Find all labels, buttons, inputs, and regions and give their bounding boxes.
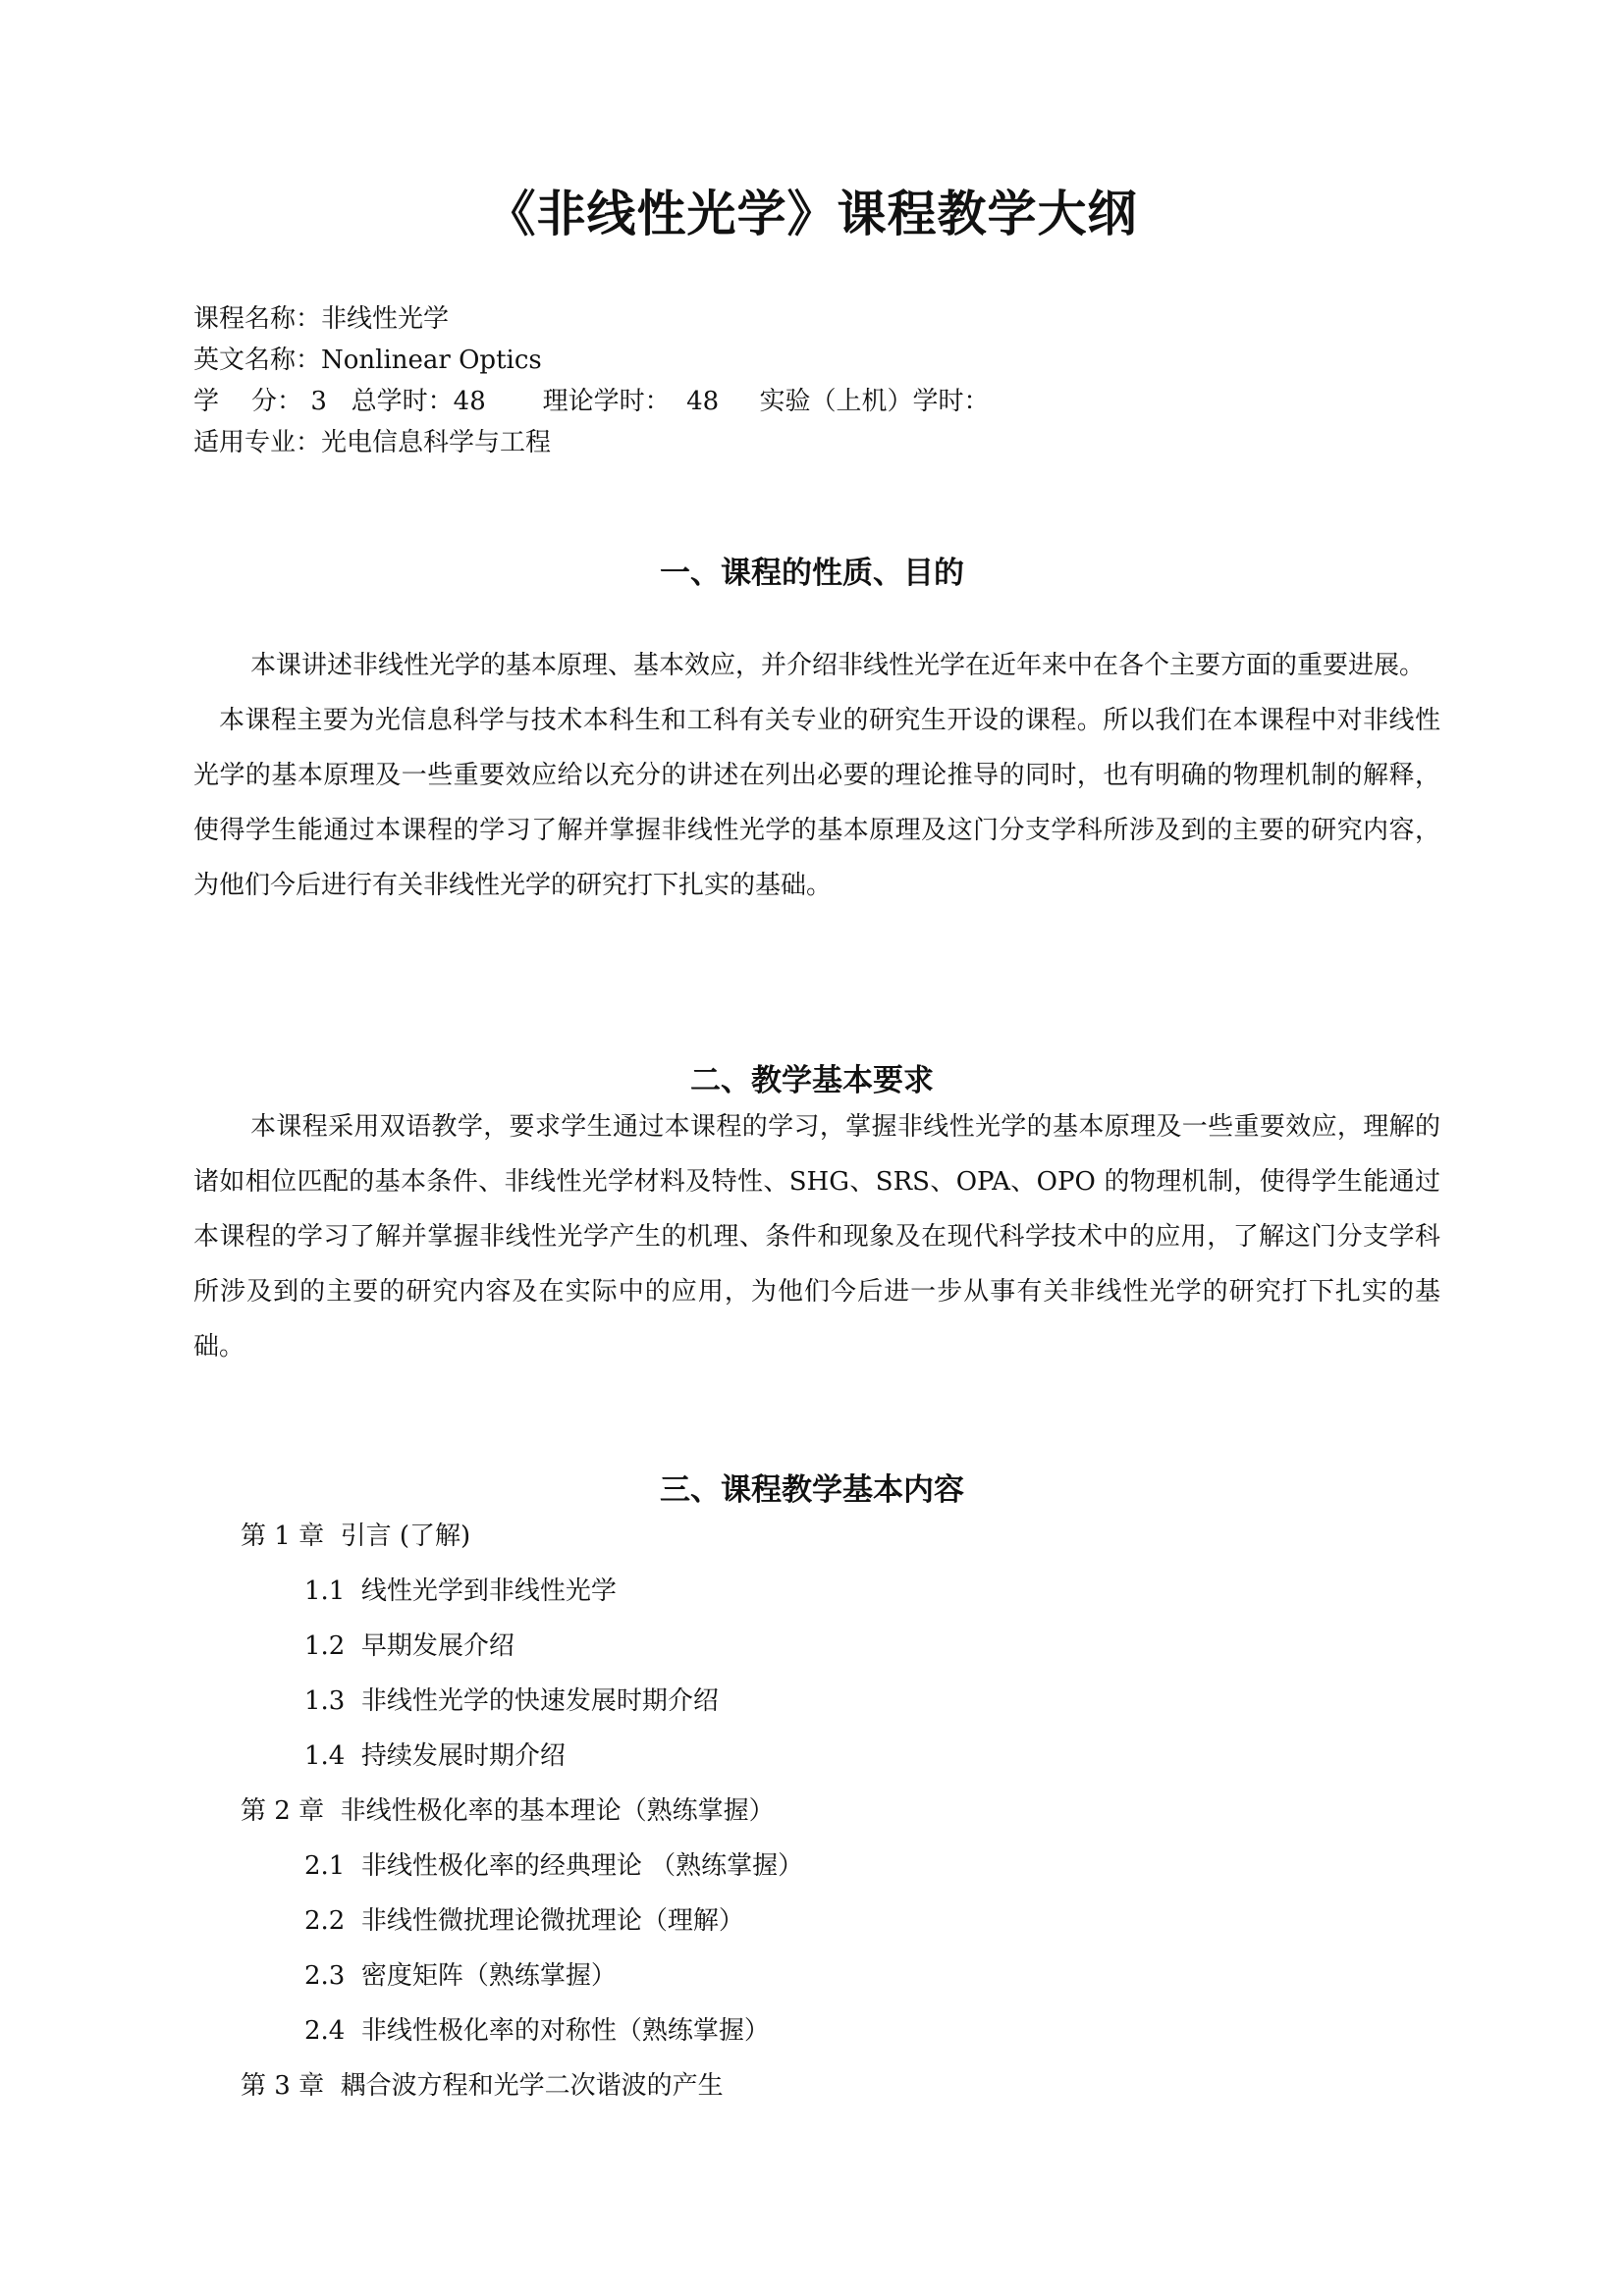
chapter-1-item: 1.2 早期发展介绍 bbox=[304, 1631, 514, 1661]
section-heading-nature: 一、课程的性质、目的 bbox=[660, 556, 964, 591]
paragraph: 本课程主要为光信息科学与技术本科生和工科有关专业的研究生开设的课程。所以我们在本课程中对非线性光学的基本原理及一些重要效应给以充分的讲述在列出必要的理论推导的同时，也有明确的物理机制的解释，使得学生能通过本课程的学习了解并掌握非线性光学的基本原理及这门分支学科所涉及到的主要的研究内容，为他们今后进行有关非线性光学的研究打下扎实的基础。 bbox=[193, 706, 1440, 900]
paragraph: 本课讲述非线性光学的基本原理、基本效应，并介绍非线性光学在近年来中在各个主要方面的重要进展。 bbox=[250, 651, 1426, 680]
chapter-2-title: 第 2 章 非线性极化率的基本理论（熟练掌握） bbox=[241, 1796, 775, 1826]
major-line: 适用专业：光电信息科学与工程 bbox=[193, 428, 552, 457]
paragraph: 本课程采用双语教学，要求学生通过本课程的学习，掌握非线性光学的基本原理及一些重要效应，理解的诸如相位匹配的基本条件、非线性光学材料及特性、SHG、SRS、OPA、OPO 的物理机制，使得学生能通过本课程的学习了解并掌握非线性光学产生的机理、条件和现象及在现代科学技术中的应用，了解这门分支学科所涉及到的主要的研究内容及在实际中的应用，为他们今后进一步从事有关非线性光学的研究打下扎实的基础。 bbox=[193, 1112, 1440, 1362]
chapter-2-item: 2.3 密度矩阵（熟练掌握） bbox=[304, 1961, 617, 1991]
english-name-line: 英文名称：Nonlinear Optics bbox=[193, 346, 542, 375]
page-title: 《非线性光学》课程教学大纲 bbox=[486, 186, 1138, 242]
chapter-2-item: 2.2 非线性微扰理论微扰理论（理解） bbox=[304, 1906, 744, 1936]
chapter-1-title: 第 1 章 引言 (了解) bbox=[241, 1522, 471, 1551]
chapter-1-item: 1.4 持续发展时期介绍 bbox=[304, 1741, 566, 1771]
chapter-3-title: 第 3 章 耦合波方程和光学二次谐波的产生 bbox=[241, 2071, 724, 2101]
chapter-1-item: 1.3 非线性光学的快速发展时期介绍 bbox=[304, 1686, 719, 1716]
section-body-requirements bbox=[193, 1099, 1440, 1374]
section-heading-content: 三、课程教学基本内容 bbox=[660, 1472, 964, 1508]
chapter-2-item: 2.1 非线性极化率的经典理论 （熟练掌握） bbox=[304, 1851, 804, 1881]
section-body-nature bbox=[193, 638, 1440, 913]
credit-hours-line: 学 分： 3 总学时：48 理论学时： 48 实验（上机）学时： bbox=[193, 387, 990, 416]
section-heading-requirements: 二、教学基本要求 bbox=[690, 1063, 934, 1098]
chapter-1-item: 1.1 线性光学到非线性光学 bbox=[304, 1576, 617, 1606]
course-name-line: 课程名称：非线性光学 bbox=[193, 304, 450, 334]
chapter-2-item: 2.4 非线性极化率的对称性（熟练掌握） bbox=[304, 2016, 770, 2046]
